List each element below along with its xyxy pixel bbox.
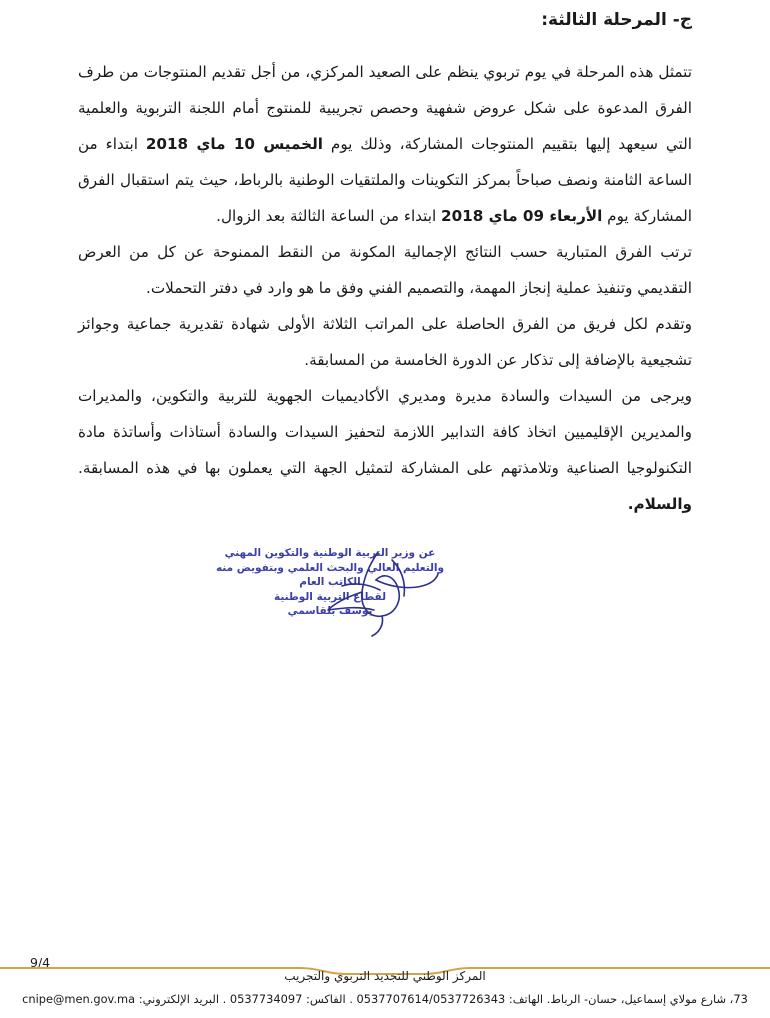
paragraph-4-text: ويرجى من السيدات والسادة مديرة ومديري الأكاديميات الجهوية للتربية والتكوين، والمديرات والمديرين الإقليميين اتخاذ كافة التدابير اللازمة لتحفيز السيدات والسادة أستاذات وأساتذة مادة التكنولوجيا الصناعية وتلامذتهم على المشاركة لتمثيل الجهة التي يعملون بها في هذه المسابقة.: [78, 387, 692, 477]
paragraph-1-part-c: ابتداء من الساعة الثالثة بعد الزوال.: [216, 207, 442, 225]
arrival-date: الأربعاء 09 ماي 2018: [441, 207, 603, 225]
section-heading: ج- المرحلة الثالثة:: [541, 10, 692, 30]
paragraph-1-part-b: ابتداء من الساعة الثامنة ونصف صباحاً بمركز التكوينات والملتقيات الوطنية بالرباط، حيث يتم استقبال الفرق المشاركة يوم: [78, 135, 692, 225]
footer-address: 73، شارع مولاي إسماعيل، حسان- الرباط. الهاتف:: [508, 992, 748, 1006]
footer-fax-label: . الفاكس:: [305, 992, 353, 1006]
footer-email-label: . البريد الإلكتروني:: [138, 992, 227, 1006]
footer-phone: 0537707614/0537726343: [356, 992, 506, 1006]
page-number: 9/4: [30, 955, 51, 970]
paragraph-4: [78, 378, 692, 522]
paragraph-2: ترتب الفرق المتبارية حسب النتائج الإجمالية المكونة من النقط الممنوحة عن كل من العرض التقديمي وتنفيذ عملية إنجاز المهمة، والتصميم الفني وفق ما هو وارد في دفتر التحملات.: [78, 243, 692, 297]
footer-fax: 0537734097: [229, 992, 303, 1006]
closing-salutation: والسلام.: [627, 495, 692, 513]
footer-contact: [8, 992, 762, 1006]
handwritten-signature: [318, 546, 444, 638]
footer-email: cnipe@men.gov.ma: [22, 992, 136, 1006]
footer-center-name: المركز الوطني للتجديد التربوي والتجريب: [284, 969, 486, 983]
body-text: [78, 54, 692, 522]
event-date: الخميس 10 ماي 2018: [145, 135, 324, 153]
stamp-line-1: عن وزير التربية الوطنية والتكوين المهني: [224, 547, 436, 559]
stamp-line-2: والتعليم العالي والبحث العلمي وبتفويض منه: [215, 561, 445, 574]
paragraph-3: وتقدم لكل فريق من الفرق الحاصلة على المراتب الثلاثة الأولى شهادة تقديرية جماعية وجوائز تشجيعية بالإضافة إلى تذكار عن الدورة الخامسة من المسابقة.: [78, 315, 692, 369]
stamp-line-3: الكاتب العام: [299, 576, 361, 589]
stamp-line-4: لقطاع التربية الوطنية: [273, 590, 387, 603]
paragraph-1-part-a: تتمثل هذه المرحلة في يوم تربوي ينظم على الصعيد المركزي، من أجل تقديم المنتوجات من طرف الفرق المدعوة على شكل عروض شفهية وحصص تجريبية للمنتوج أمام اللجنة التربوية والعلمية التي سيعهد إليها بتقييم المنتوجات المشاركة، وذلك يوم: [78, 63, 692, 153]
stamp-line-5: يوسف بلقاسمي: [287, 605, 373, 618]
paragraph-1: [78, 54, 692, 234]
